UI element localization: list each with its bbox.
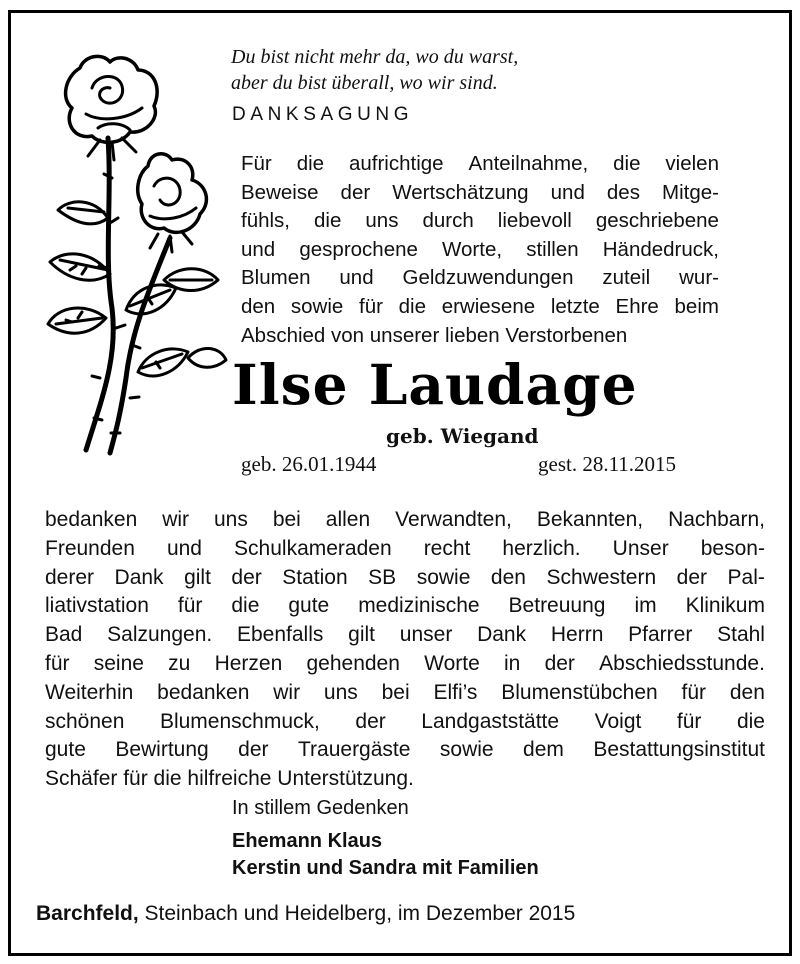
body-word: Elfi’s	[433, 680, 478, 704]
body-word: den	[729, 680, 765, 704]
body-word: wir	[273, 680, 301, 704]
death-date: gest. 28.11.2015	[538, 452, 677, 476]
place-bold: Barchfeld,	[36, 902, 139, 925]
body-word: uns	[214, 508, 248, 531]
body-word: Herzen	[214, 652, 283, 675]
body-word: Ebenfalls	[237, 623, 324, 647]
body-line	[45, 738, 765, 762]
body-word: sowie	[439, 738, 494, 762]
intro-word: die	[613, 152, 641, 175]
body-word: in	[504, 652, 521, 675]
intro-word: und	[550, 180, 585, 204]
body-word: für	[45, 652, 70, 675]
body-word: gehenden	[306, 652, 400, 675]
body-word: Abschiedsstunde.	[599, 652, 765, 675]
intro-word: Anteilnahme,	[468, 152, 589, 175]
body-word: Blumenstübchen	[501, 680, 658, 704]
body-word: bei	[381, 680, 410, 704]
body-word: Blumenschmuck,	[159, 709, 320, 733]
body-word: herzlich.	[502, 536, 581, 560]
body-word: für	[681, 680, 707, 704]
heading-danksagung: DANKSAGUNG	[232, 104, 414, 125]
intro-word: wur-	[679, 266, 719, 290]
intro-word: erwiesene	[441, 295, 536, 318]
place-date-line	[36, 902, 575, 926]
intro-word: zuteil	[602, 266, 651, 290]
body-word: und	[166, 536, 202, 560]
intro-word: gesprochene	[299, 237, 418, 261]
body-word: wir	[162, 508, 190, 531]
intro-word: letzte	[550, 295, 600, 318]
body-line	[45, 652, 765, 676]
body-word: Salzungen.	[107, 623, 213, 647]
intro-word: Mitge-	[662, 180, 719, 204]
body-word: Schulkameraden	[234, 536, 392, 560]
intro-word: sowie	[290, 295, 344, 318]
body-word: recht	[423, 536, 471, 560]
body-word: schönen	[45, 709, 125, 733]
body-word: allen	[325, 508, 371, 531]
body-word: derer	[45, 565, 95, 589]
body-word: Worte	[424, 652, 480, 675]
body-line	[45, 710, 765, 734]
body-word: Unser	[612, 536, 669, 560]
body-word: Schwestern	[546, 565, 657, 589]
intro-word: Wertschätzung	[392, 180, 529, 204]
intro-word: des	[606, 180, 640, 204]
intro-word: Händedruck,	[602, 237, 719, 261]
body-word: Dank	[477, 623, 527, 647]
body-word: SB	[368, 565, 397, 589]
intro-word: Für	[241, 152, 272, 175]
body-word: seine	[93, 652, 144, 675]
body-word: für	[676, 709, 702, 733]
intro-word: Ehre	[615, 295, 659, 318]
deceased-name: Ilse Laudage	[232, 352, 638, 417]
body-word: Bad	[45, 623, 83, 647]
intro-line	[241, 324, 627, 348]
intro-word: den	[241, 295, 276, 318]
intro-word: geschriebene	[595, 209, 719, 233]
intro-word: Abschied von unserer lieben Verstorbenen	[241, 323, 628, 347]
body-word: bedanken	[157, 680, 250, 704]
body-line	[45, 537, 765, 561]
intro-line	[241, 152, 719, 176]
body-word: Schäfer für die hilfreiche Unterstützung.	[45, 767, 414, 791]
quote-line-2: aber du bist überall, wo wir sind.	[231, 72, 498, 94]
intro-word: beim	[674, 295, 719, 318]
signer-1: Ehemann Klaus	[232, 830, 383, 852]
body-word: der	[544, 652, 575, 675]
place-rest: Steinbach und Heidelberg, im Dezember 2015	[138, 902, 576, 925]
body-word: den	[490, 565, 526, 589]
body-word: sowie	[416, 565, 471, 589]
body-word: die	[231, 594, 260, 618]
signer-2: Kerstin und Sandra mit Familien	[232, 857, 539, 879]
body-word: der	[676, 565, 708, 589]
body-word: Nachbarn,	[668, 508, 765, 531]
body-word: gilt	[348, 623, 376, 647]
body-line	[45, 681, 765, 705]
body-word: Betreuung	[508, 594, 606, 618]
body-word: Pal-	[727, 565, 765, 589]
intro-line	[241, 266, 719, 290]
body-line	[45, 566, 765, 590]
body-word: bei	[272, 508, 301, 531]
intro-line	[241, 295, 719, 319]
birth-name: geb. Wiegand	[386, 424, 539, 448]
rose-icon	[30, 48, 230, 468]
body-word: die	[736, 709, 765, 733]
body-word: der	[231, 565, 262, 589]
body-word: der	[355, 709, 386, 733]
body-word: unser	[399, 623, 453, 647]
intro-word: durch	[422, 209, 474, 233]
body-word: der	[238, 738, 269, 762]
intro-word: der	[340, 180, 371, 204]
body-word: gute	[45, 738, 86, 762]
intro-word: die	[398, 295, 426, 318]
body-word: Herrn	[550, 623, 604, 647]
intro-word: für	[359, 295, 383, 318]
intro-word: uns	[365, 209, 399, 233]
body-word: Dank	[114, 565, 164, 589]
intro-word: die	[314, 209, 342, 233]
body-line	[45, 767, 414, 791]
body-word: medizinische	[358, 594, 480, 618]
body-word: uns	[323, 680, 358, 704]
body-word: gute	[288, 594, 330, 618]
body-word: Bewirtung	[115, 738, 209, 762]
body-word: Verwandten,	[395, 508, 512, 531]
birth-date: geb. 26.01.1944	[241, 452, 377, 476]
body-word: Stahl	[717, 623, 765, 647]
intro-word: und	[339, 266, 374, 290]
intro-word: die	[296, 152, 325, 175]
intro-word: und	[241, 237, 276, 261]
body-word: Bestattungsinstitut	[593, 738, 765, 762]
body-word: dem	[523, 738, 564, 762]
body-word: Freunden	[45, 536, 135, 560]
intro-word: vielen	[665, 152, 719, 175]
body-word: bedanken	[45, 508, 138, 531]
body-word: gilt	[184, 565, 211, 589]
intro-word: aufrichtige	[348, 152, 444, 175]
body-word: liativstation	[45, 594, 149, 618]
intro-word: fühls,	[241, 209, 290, 233]
intro-line	[241, 181, 719, 205]
body-word: im	[634, 594, 657, 618]
body-word: zu	[168, 652, 191, 675]
intro-word: Blumen	[241, 266, 311, 290]
intro-line	[241, 238, 719, 262]
body-word: beson-	[700, 536, 765, 560]
body-line	[45, 508, 765, 532]
body-word: Trauergäste	[297, 738, 411, 762]
quote-line-1: Du bist nicht mehr da, wo du warst,	[231, 46, 519, 68]
body-line	[45, 623, 765, 647]
intro-word: liebevoll	[497, 209, 572, 233]
body-word: Voigt	[594, 709, 642, 733]
intro-word: Beweise	[241, 180, 319, 204]
body-word: Klinikum	[685, 594, 765, 618]
in-memory-line: In stillem Gedenken	[232, 797, 409, 819]
intro-word: stillen	[526, 237, 579, 261]
intro-word: Geldzuwendungen	[402, 266, 574, 290]
body-word: für	[177, 594, 203, 618]
body-line	[45, 594, 765, 618]
intro-line	[241, 209, 719, 233]
body-word: Weiterhin	[45, 680, 134, 704]
intro-word: Worte,	[442, 237, 503, 261]
body-word: Bekannten,	[536, 508, 644, 531]
body-word: Landgaststätte	[421, 709, 560, 733]
body-word: Station	[282, 565, 348, 589]
body-word: Pfarrer	[628, 623, 693, 647]
